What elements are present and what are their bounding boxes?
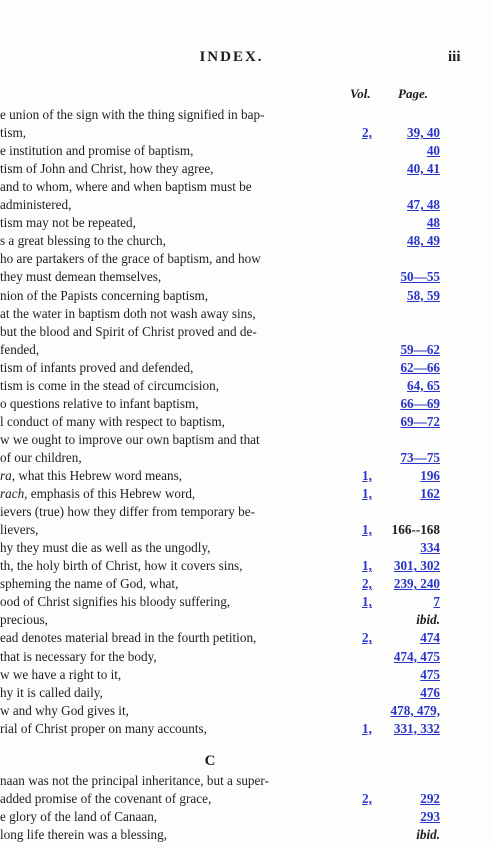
index-entry bbox=[0, 702, 493, 720]
index-entry bbox=[0, 160, 493, 178]
entry-text: l conduct of many with respect to baptism, bbox=[0, 413, 225, 429]
index-entry bbox=[0, 106, 493, 124]
entry-text: tism is come in the stead of circumcision, bbox=[0, 377, 220, 393]
entry-hebrew-word: rach, bbox=[0, 486, 28, 502]
page-link[interactable]: 59—62 bbox=[400, 341, 440, 357]
index-entry bbox=[0, 503, 493, 521]
page-link[interactable]: 64, 65 bbox=[407, 377, 440, 393]
volume-link[interactable]: 2, bbox=[362, 791, 372, 806]
entry-text: administered, bbox=[0, 197, 72, 213]
page-link[interactable]: 50—55 bbox=[400, 269, 440, 285]
page-link[interactable]: 48 bbox=[426, 215, 440, 231]
page-link[interactable]: 69—72 bbox=[400, 413, 440, 429]
entry-text-rest: what this Hebrew word means, bbox=[15, 468, 183, 483]
entry-text bbox=[0, 485, 195, 503]
page-link: ibid. bbox=[416, 612, 440, 628]
volume-link[interactable]: 2, bbox=[362, 125, 372, 141]
entry-text: e glory of the land of Canaan, bbox=[0, 809, 158, 824]
index-entry bbox=[0, 449, 493, 467]
page-link[interactable]: 62—66 bbox=[400, 359, 440, 375]
entry-text: w we ought to improve our own baptism and that bbox=[0, 431, 260, 447]
index-entry bbox=[0, 341, 493, 359]
entry-text: nion of the Papists concerning baptism, bbox=[0, 287, 209, 303]
page-link[interactable]: 48, 49 bbox=[407, 233, 440, 249]
index-entry bbox=[0, 467, 493, 485]
entry-text: s a great blessing to the church, bbox=[0, 233, 166, 249]
page-number: iii bbox=[448, 49, 461, 65]
entry-text: fended, bbox=[0, 341, 40, 357]
page-link[interactable]: 40, 41 bbox=[407, 161, 440, 177]
index-entry bbox=[0, 431, 493, 449]
entry-text: at the water in baptism doth not wash away sins, bbox=[0, 305, 256, 321]
entry-text: ead denotes material bread in the fourth petition, bbox=[0, 630, 257, 646]
index-entry bbox=[0, 593, 493, 611]
index-entry bbox=[0, 629, 493, 647]
page-link[interactable]: 474 bbox=[420, 630, 440, 646]
index-entry bbox=[0, 575, 493, 593]
index-entry bbox=[0, 395, 493, 413]
entry-text: they must demean themselves, bbox=[0, 269, 162, 285]
page-link: ibid. bbox=[416, 827, 440, 842]
entry-text: naan was not the principal inheritance, but a super- bbox=[0, 773, 269, 788]
entry-text bbox=[0, 467, 182, 485]
volume-link[interactable]: 1, bbox=[362, 558, 372, 574]
entry-text: tism may not be repeated, bbox=[0, 215, 136, 231]
entry-text: that is necessary for the body, bbox=[0, 648, 157, 664]
entry-text: hy it is called daily, bbox=[0, 684, 103, 700]
index-entry bbox=[0, 323, 493, 341]
column-header-volume: Vol. bbox=[350, 86, 371, 101]
page-link[interactable]: 47, 48 bbox=[407, 197, 440, 213]
entry-hebrew-word: ra, bbox=[0, 468, 16, 483]
index-entry bbox=[0, 684, 493, 702]
column-header-page: Page. bbox=[398, 86, 428, 101]
volume-link[interactable]: 1, bbox=[362, 486, 372, 502]
entry-text: th, the holy birth of Christ, how it covers sins, bbox=[0, 558, 243, 574]
page-link[interactable]: 475 bbox=[420, 666, 440, 682]
page-link[interactable]: 196 bbox=[420, 468, 440, 483]
entry-text: e institution and promise of baptism, bbox=[0, 143, 194, 159]
entry-text: of our children, bbox=[0, 449, 82, 465]
volume-link[interactable]: 2, bbox=[362, 576, 372, 592]
page-link[interactable]: 301, 302 bbox=[393, 558, 440, 574]
index-entry bbox=[0, 539, 493, 557]
index-entry bbox=[0, 377, 493, 395]
index-entry bbox=[0, 790, 493, 808]
page-link[interactable]: 66—69 bbox=[400, 395, 440, 411]
index-entry bbox=[0, 808, 493, 826]
page-title: INDEX. bbox=[199, 49, 264, 65]
entry-text: and to whom, where and when baptism must be bbox=[0, 179, 252, 195]
index-entry bbox=[0, 359, 493, 377]
index-entry bbox=[0, 413, 493, 431]
volume-link[interactable]: 1, bbox=[362, 594, 372, 610]
entry-text: precious, bbox=[0, 612, 48, 628]
entry-text-rest: emphasis of this Hebrew word, bbox=[27, 486, 196, 502]
index-entry bbox=[0, 250, 493, 268]
volume-link[interactable]: 2, bbox=[362, 630, 372, 646]
entry-text: hy they must die as well as the ungodly, bbox=[0, 540, 211, 556]
page-link[interactable]: 478, 479, bbox=[390, 702, 440, 718]
page-link[interactable]: 474, 475 bbox=[393, 648, 440, 664]
page-link[interactable]: 7 bbox=[433, 594, 440, 610]
page-link[interactable]: 162 bbox=[420, 486, 440, 502]
index-entry bbox=[0, 214, 493, 232]
page-link[interactable]: 334 bbox=[420, 540, 440, 556]
entry-text: ho are partakers of the grace of baptism, and how bbox=[0, 251, 261, 267]
index-entry bbox=[0, 196, 493, 214]
entry-text: but the blood and Spirit of Christ proved and de- bbox=[0, 323, 257, 339]
index-entry bbox=[0, 232, 493, 250]
volume-link[interactable]: 1, bbox=[362, 522, 372, 538]
entry-text: w and why God gives it, bbox=[0, 702, 129, 718]
entry-text: tism of John and Christ, how they agree, bbox=[0, 161, 214, 177]
entry-text: ievers (true) how they differ from temporary be- bbox=[0, 504, 255, 520]
index-entry bbox=[0, 720, 493, 738]
index-entry bbox=[0, 666, 493, 684]
page-link[interactable]: 39, 40 bbox=[407, 125, 440, 141]
index-entry bbox=[0, 557, 493, 575]
index-entry bbox=[0, 648, 493, 666]
entry-text: added promise of the covenant of grace, bbox=[0, 791, 212, 806]
index-entry bbox=[0, 142, 493, 160]
index-entry bbox=[0, 772, 493, 790]
page-link[interactable]: 73—75 bbox=[400, 449, 440, 465]
volume-link[interactable]: 1, bbox=[362, 720, 372, 736]
index-entry bbox=[0, 305, 493, 323]
entry-text: lievers, bbox=[0, 522, 39, 538]
page-link[interactable]: 239, 240 bbox=[393, 576, 440, 592]
entry-text: long life therein was a blessing, bbox=[0, 827, 168, 842]
page-link[interactable]: 476 bbox=[420, 684, 440, 700]
entry-text: tism of infants proved and defended, bbox=[0, 359, 194, 375]
index-entry bbox=[0, 521, 493, 539]
index-entry bbox=[0, 268, 493, 286]
entry-text: e union of the sign with the thing signified in bap- bbox=[0, 107, 265, 122]
volume-link[interactable]: 1, bbox=[362, 468, 372, 483]
page-link[interactable]: 58, 59 bbox=[407, 287, 440, 303]
page-link[interactable]: 331, 332 bbox=[393, 720, 440, 736]
page-link[interactable]: 292 bbox=[420, 791, 440, 806]
index-entry bbox=[0, 485, 493, 503]
entry-text: o questions relative to infant baptism, bbox=[0, 395, 199, 411]
page-link: 166--168 bbox=[391, 522, 440, 538]
entry-text: w we have a right to it, bbox=[0, 666, 122, 682]
entry-text: ood of Christ signifies his bloody suffering, bbox=[0, 594, 231, 610]
entry-text: rial of Christ proper on many accounts, bbox=[0, 720, 207, 736]
index-entry bbox=[0, 124, 493, 142]
index-entry bbox=[0, 287, 493, 305]
index-entry bbox=[0, 178, 493, 196]
page-link[interactable]: 293 bbox=[420, 809, 440, 824]
page-link[interactable]: 40 bbox=[426, 143, 440, 159]
entry-text: spheming the name of God, what, bbox=[0, 576, 179, 592]
section-letter: C bbox=[204, 753, 216, 769]
index-entry bbox=[0, 826, 493, 844]
entry-text: tism, bbox=[0, 125, 27, 141]
index-entry bbox=[0, 611, 493, 629]
